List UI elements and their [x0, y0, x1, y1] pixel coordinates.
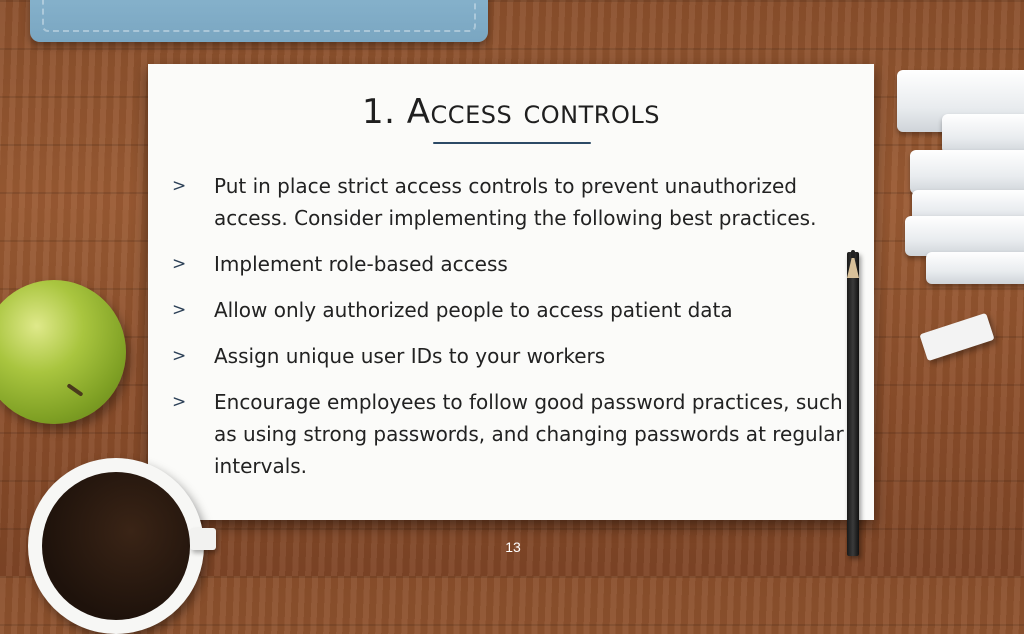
chevron-right-icon: > — [172, 176, 187, 196]
title-underline — [433, 142, 591, 144]
bullet-text: Encourage employees to follow good password practices, such as using strong passwords, and changing passwords at regular intervals. — [214, 390, 844, 478]
list-item — [172, 386, 852, 482]
list-item — [172, 248, 852, 280]
page-number: 13 — [505, 539, 521, 555]
tablet-decoration — [30, 0, 488, 42]
bullet-list — [172, 170, 852, 496]
pencil-lead-decoration — [851, 250, 855, 258]
bullet-text: Put in place strict access controls to prevent unauthorized access. Consider implementing the following best practices. — [214, 174, 817, 230]
list-item — [172, 340, 852, 372]
cup-handle-decoration — [190, 528, 216, 550]
chevron-right-icon: > — [172, 300, 187, 320]
bullet-text: Implement role-based access — [214, 252, 508, 276]
bullet-text: Allow only authorized people to access patient data — [214, 298, 733, 322]
slide-title: 1. Access controls — [362, 92, 660, 132]
list-item — [172, 170, 852, 234]
list-item — [172, 294, 852, 326]
chevron-right-icon: > — [172, 392, 187, 412]
eraser-decoration — [919, 313, 994, 361]
apple-decoration — [0, 280, 126, 424]
slide-paper — [148, 64, 874, 520]
chevron-right-icon: > — [172, 346, 187, 366]
bullet-text: Assign unique user IDs to your workers — [214, 344, 606, 368]
pencil-decoration — [847, 252, 859, 556]
coffee-decoration — [42, 472, 190, 620]
chevron-right-icon: > — [172, 254, 187, 274]
